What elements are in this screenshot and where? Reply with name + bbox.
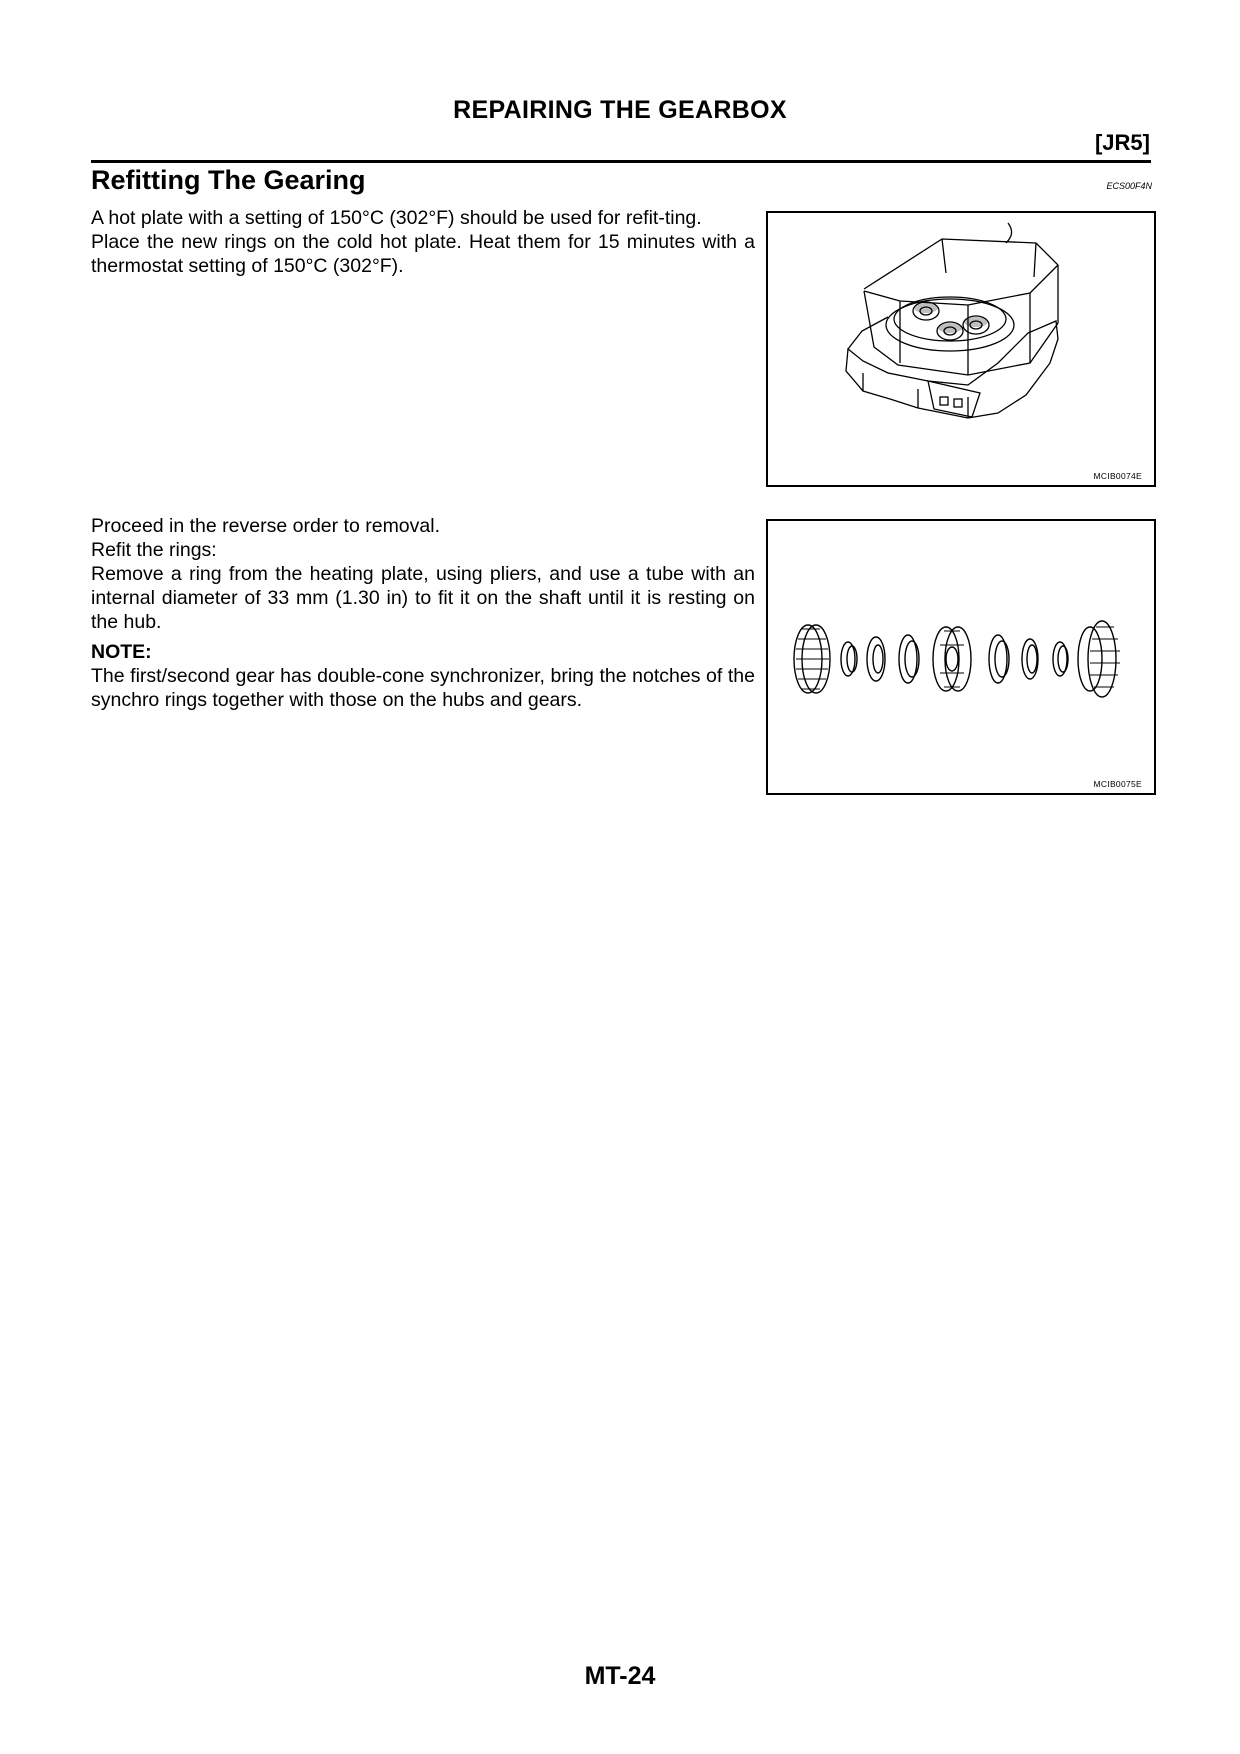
paragraph: Proceed in the reverse order to removal. <box>91 515 441 537</box>
page-number: MT-24 <box>584 1662 656 1690</box>
paragraph: A hot plate with a setting of 150°C (302°F) should be used for refit-ting. <box>91 207 702 229</box>
section-code: ECS00F4N <box>1106 181 1152 191</box>
header-rule <box>91 160 1151 163</box>
paragraph: Remove a ring from the heating plate, using pliers, and use a tube with an internal diameter of 33 mm (1.30 in) to fit it on the shaft until it is resting on the hub. <box>91 563 755 633</box>
gear-synchronizer-exploded-illustration-icon <box>768 521 1150 789</box>
section-heading: Refitting The Gearing <box>91 165 366 195</box>
model-tag: [JR5] <box>1094 130 1150 155</box>
text-block-refit <box>91 514 755 712</box>
page-title: REPAIRING THE GEARBOX <box>453 96 787 124</box>
figure-code: MCIB0075E <box>1093 779 1142 789</box>
hot-plate-illustration-icon <box>768 213 1150 481</box>
paragraph: Refit the rings: <box>91 539 217 561</box>
paragraph: Place the new rings on the cold hot plate. Heat them for 15 minutes with a thermostat setting of 150°C (302°F). <box>91 231 755 277</box>
text-block-hot-plate <box>91 206 755 278</box>
figure-gear-assembly <box>766 519 1156 795</box>
note-text: The first/second gear has double-cone synchronizer, bring the notches of the synchro rings together with those on the hubs and gears. <box>91 665 755 711</box>
figure-hot-plate <box>766 211 1156 487</box>
figure-code: MCIB0074E <box>1093 471 1142 481</box>
note-label: NOTE: <box>91 641 152 663</box>
